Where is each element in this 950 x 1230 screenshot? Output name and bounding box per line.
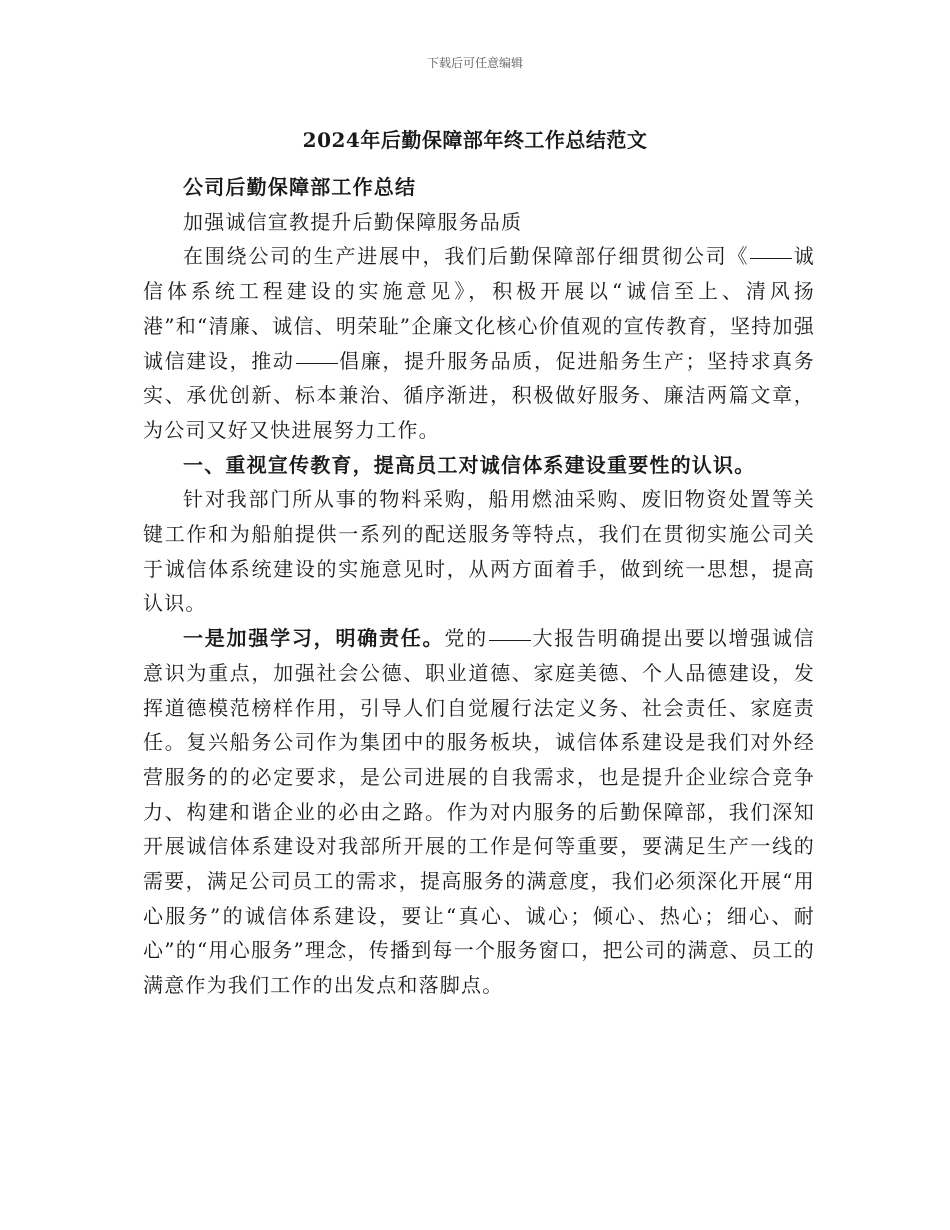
intro-text-1: 在围绕公司的生产进展中，我们后勤保障部仔细贯彻公司《	[183, 244, 750, 269]
page-header-note: 下载后可任意编辑	[426, 56, 523, 70]
theme-line: 加强诚信宣教提升后勤保障服务品质	[183, 209, 523, 234]
intro-paragraph	[143, 239, 815, 447]
point-1-lead: 一是加强学习，明确责任。	[183, 626, 445, 651]
document-body	[143, 170, 815, 1003]
section-1-paragraph: 针对我部门所从事的物料采购，船用燃油采购、废旧物资处置等关键工作和为船舶提供一系列的配送服务等特点，我们在贯彻实施公司关于诚信体系统建设的实施意见时，从两方面着手，做到统一思想，提高认识。	[143, 487, 815, 616]
section-heading-1: 一、重视宣传教育，提高员工对诚信体系建设重要性的认识。	[183, 452, 756, 477]
blank-underline	[489, 639, 531, 641]
intro-text-2: 诚信体系统工程建设的实施意见》，积极开展以“诚信至上、清风扬港”和“清廉、诚信、明荣耻”企廉文化核心价值观的宣传教育，坚持加强诚信建设，推动	[143, 244, 815, 373]
point-1-text-after: 大报告明确提出要以增强诚信意识为重点，加强社会公德、职业道德、家庭美德、个人品德建设，发挥道德模范榜样作用，引导人们自觉履行法定义务、社会责任、家庭责任。复兴船务公司作为集团中的服务板块，诚信体系建设是我们对外经营服务的的必定要求，是公司进展的自我需求，也是提升企业综合竞争力、构建和谐企业的必由之路。作为对内服务的后勤保障部，我们深知开展诚信体系建设对我部所开展的工作是何等重要，要满足生产一线的需要，满足公司员工的需求，提高服务的满意度，我们必须深化开展“用心服务”的诚信体系建设，要让“真心、诚心；倾心、热心；细心、耐心”的“用心服务”理念，传播到每一个服务窗口，把公司的满意、员工的满意作为我们工作的出发点和落脚点。	[143, 626, 815, 998]
blank-underline	[296, 362, 338, 364]
intro-text-3: 倡廉，提升服务品质，促进船务生产；坚持求真务实、承优创新、标本兼治、循序渐进，积极做好服务、廉洁两篇文章，为公司又好又快进展努力工作。	[143, 348, 815, 442]
blank-underline	[750, 257, 792, 259]
point-1-paragraph	[143, 621, 815, 1003]
document-title: 2024年后勤保障部年终工作总结范文	[302, 128, 648, 152]
point-1-text-before: 党的	[444, 626, 488, 651]
subtitle: 公司后勤保障部工作总结	[183, 175, 417, 199]
